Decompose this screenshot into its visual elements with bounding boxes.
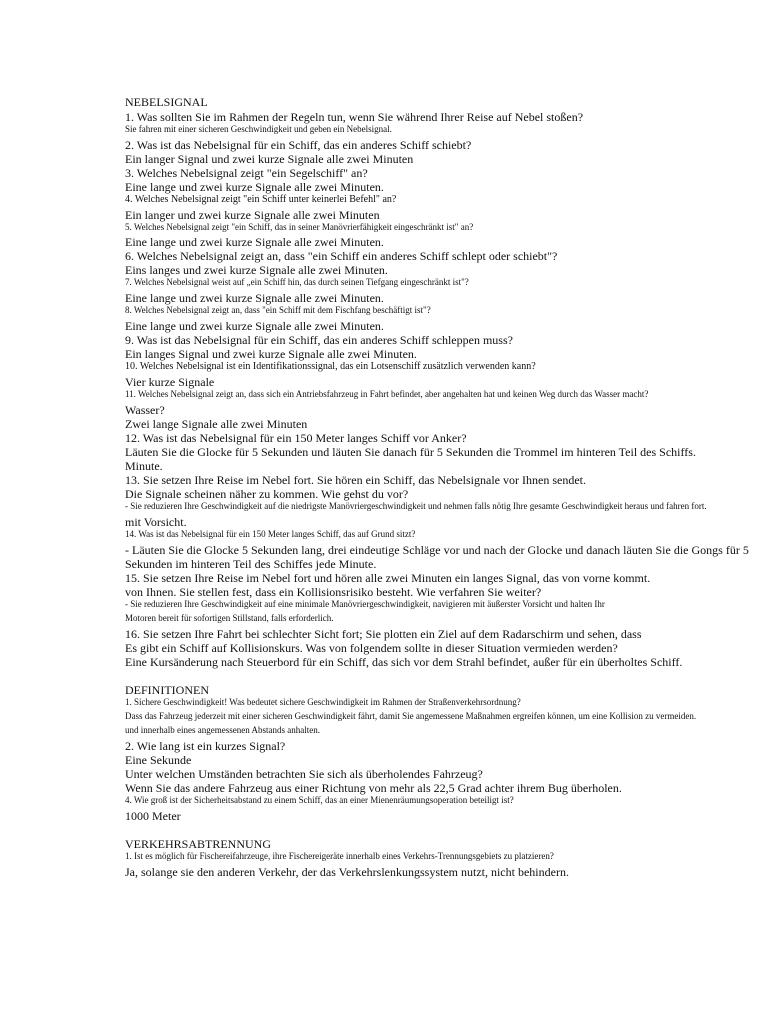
doc-line: Es gibt ein Schiff auf Kollisionskurs. Was von folgendem sollte in dieser Situation vermieden werden? — [125, 641, 618, 655]
doc-line: 1. Sichere Geschwindigkeit! Was bedeutet sichere Geschwindigkeit im Rahmen der Straßenverkehrsordnung? — [125, 697, 521, 707]
doc-line: Eins langes und zwei kurze Signale alle zwei Minuten. — [125, 263, 388, 277]
doc-line: 15. Sie setzen Ihre Reise im Nebel fort und hören alle zwei Minuten ein langes Signal, das von vorne kommt. — [125, 571, 651, 585]
doc-line: Eine lange und zwei kurze Signale alle zwei Minuten. — [125, 180, 384, 194]
doc-line: 4. Wie groß ist der Sicherheitsabstand zu einem Schiff, das an einer Mienenräumungsoperation beteiligt ist? — [125, 795, 514, 805]
doc-line: 14. Was ist das Nebelsignal für ein 150 Meter langes Schiff, das auf Grund sitzt? — [125, 529, 416, 539]
doc-line: Zwei lange Signale alle zwei Minuten — [125, 417, 308, 431]
doc-line: Eine lange und zwei kurze Signale alle zwei Minuten. — [125, 291, 384, 305]
doc-line: 3. Welches Nebelsignal zeigt "ein Segelschiff" an? — [125, 166, 368, 180]
doc-line: 11. Welches Nebelsignal zeigt an, dass sich ein Antriebsfahrzeug in Fahrt befindet, aber angehalten hat und keinen Weg durch das Wasser macht? — [125, 389, 649, 399]
doc-line: Vier kurze Signale — [125, 375, 215, 389]
doc-line: 9. Was ist das Nebelsignal für ein Schiff, das ein anderes Schiff schleppen muss? — [125, 333, 513, 347]
doc-line: 12. Was ist das Nebelsignal für ein 150 Meter langes Schiff vor Anker? — [125, 431, 467, 445]
doc-line: Läuten Sie die Glocke für 5 Sekunden und läuten Sie danach für 5 Sekunden die Trommel im hinteren Teil des Schiffs. — [125, 445, 696, 459]
doc-line: Minute. — [125, 459, 163, 473]
doc-line: 1. Ist es möglich für Fischereifahrzeuge, ihre Fischereigeräte innerhalb eines Verkehrs-Trennungsgebiets zu platzieren? — [125, 851, 554, 861]
doc-line: Sekunden im hinteren Teil des Schiffes jede Minute. — [125, 557, 377, 571]
section-title-nebelsignal: NEBELSIGNAL — [125, 95, 208, 109]
doc-line: 7. Welches Nebelsignal weist auf „ein Schiff hin, das durch seinen Tiefgang eingeschränkt ist"? — [125, 277, 469, 287]
doc-line: Motoren bereit für sofortigen Stillstand, falls erforderlich. — [125, 613, 334, 623]
doc-line: Eine lange und zwei kurze Signale alle zwei Minuten. — [125, 235, 384, 249]
doc-line: - Läuten Sie die Glocke 5 Sekunden lang, drei eindeutige Schläge vor und nach der Glocke und danach läuten Sie die Gongs für 5 — [125, 543, 749, 557]
doc-line: von Ihnen. Sie stellen fest, dass ein Kollisionsrisiko besteht. Wie verfahren Sie weiter? — [125, 585, 542, 599]
doc-line: Eine Sekunde — [125, 753, 192, 767]
doc-line: Dass das Fahrzeug jederzeit mit einer sicheren Geschwindigkeit fährt, damit Sie angemessene Maßnahmen ergreifen können, um eine Kollision zu vermeiden. — [125, 711, 697, 721]
doc-line: 13. Sie setzen Ihre Reise im Nebel fort. Sie hören ein Schiff, das Nebelsignale vor Ihnen sendet. — [125, 473, 586, 487]
doc-line: Die Signale scheinen näher zu kommen. Wie gehst du vor? — [125, 487, 409, 501]
doc-line: mit Vorsicht. — [125, 515, 187, 529]
doc-line: 10. Welches Nebelsignal ist ein Identifikationssignal, das ein Lotsenschiff zusätzlich verwenden kann? — [125, 361, 536, 372]
doc-line: 8. Welches Nebelsignal zeigt an, dass "ein Schiff mit dem Fischfang beschäftigt ist"? — [125, 305, 431, 315]
doc-line: 1000 Meter — [125, 809, 181, 823]
doc-line: 5. Welches Nebelsignal zeigt "ein Schiff, das in seiner Manövrierfähigkeit eingeschränkt ist" an? — [125, 222, 474, 232]
doc-line: Unter welchen Umständen betrachten Sie sich als überholendes Fahrzeug? — [125, 767, 483, 781]
doc-line: Ein langer Signal und zwei kurze Signale alle zwei Minuten — [125, 152, 414, 166]
doc-line: Wenn Sie das andere Fahrzeug aus einer Richtung von mehr als 22,5 Grad achter ihrem Bug überholen. — [125, 781, 622, 795]
doc-line: Eine lange und zwei kurze Signale alle zwei Minuten. — [125, 319, 384, 333]
doc-line: 4. Welches Nebelsignal zeigt "ein Schiff unter keinerlei Befehl" an? — [125, 194, 397, 205]
doc-line: 2. Was ist das Nebelsignal für ein Schiff, das ein anderes Schiff schiebt? — [125, 138, 472, 152]
doc-line: Ja, solange sie den anderen Verkehr, der das Verkehrslenkungssystem nutzt, nicht behindern. — [125, 865, 569, 879]
doc-line: 16. Sie setzen Ihre Fahrt bei schlechter Sicht fort; Sie plotten ein Ziel auf dem Radarschirm und sehen, dass — [125, 627, 642, 641]
doc-line: Ein langer und zwei kurze Signale alle zwei Minuten — [125, 208, 380, 222]
section-title-verkehrsabtrennung: VERKEHRSABTRENNUNG — [125, 837, 272, 851]
section-title-definitionen: DEFINITIONEN — [125, 683, 209, 697]
doc-line: Wasser? — [125, 403, 165, 417]
doc-line: und innerhalb eines angemessenen Abstands anhalten. — [125, 725, 320, 735]
doc-line: Ein langes Signal und zwei kurze Signale alle zwei Minuten. — [125, 347, 417, 361]
doc-line: Eine Kursänderung nach Steuerbord für ein Schiff, das sich vor dem Strahl befindet, außer für ein überholtes Schiff. — [125, 655, 683, 669]
doc-line: 6. Welches Nebelsignal zeigt an, dass "ein Schiff ein anderes Schiff schlept oder schiebt"? — [125, 249, 558, 263]
doc-line: Sie fahren mit einer sicheren Geschwindigkeit und geben ein Nebelsignal. — [125, 124, 392, 134]
doc-line: - Sie reduzieren Ihre Geschwindigkeit auf die niedrigste Manövriergeschwindigkeit und nehmen falls nötig Ihre gesamte Geschwindigkeit heraus und fahren fort. — [125, 501, 707, 511]
doc-line: - Sie reduzieren Ihre Geschwindigkeit auf eine minimale Manövriergeschwindigkeit, navigieren mit äußerster Vorsicht und halten Ihr — [125, 599, 605, 609]
doc-line: 2. Wie lang ist ein kurzes Signal? — [125, 739, 286, 753]
doc-line: 1. Was sollten Sie im Rahmen der Regeln tun, wenn Sie während Ihrer Reise auf Nebel stoßen? — [125, 110, 584, 124]
